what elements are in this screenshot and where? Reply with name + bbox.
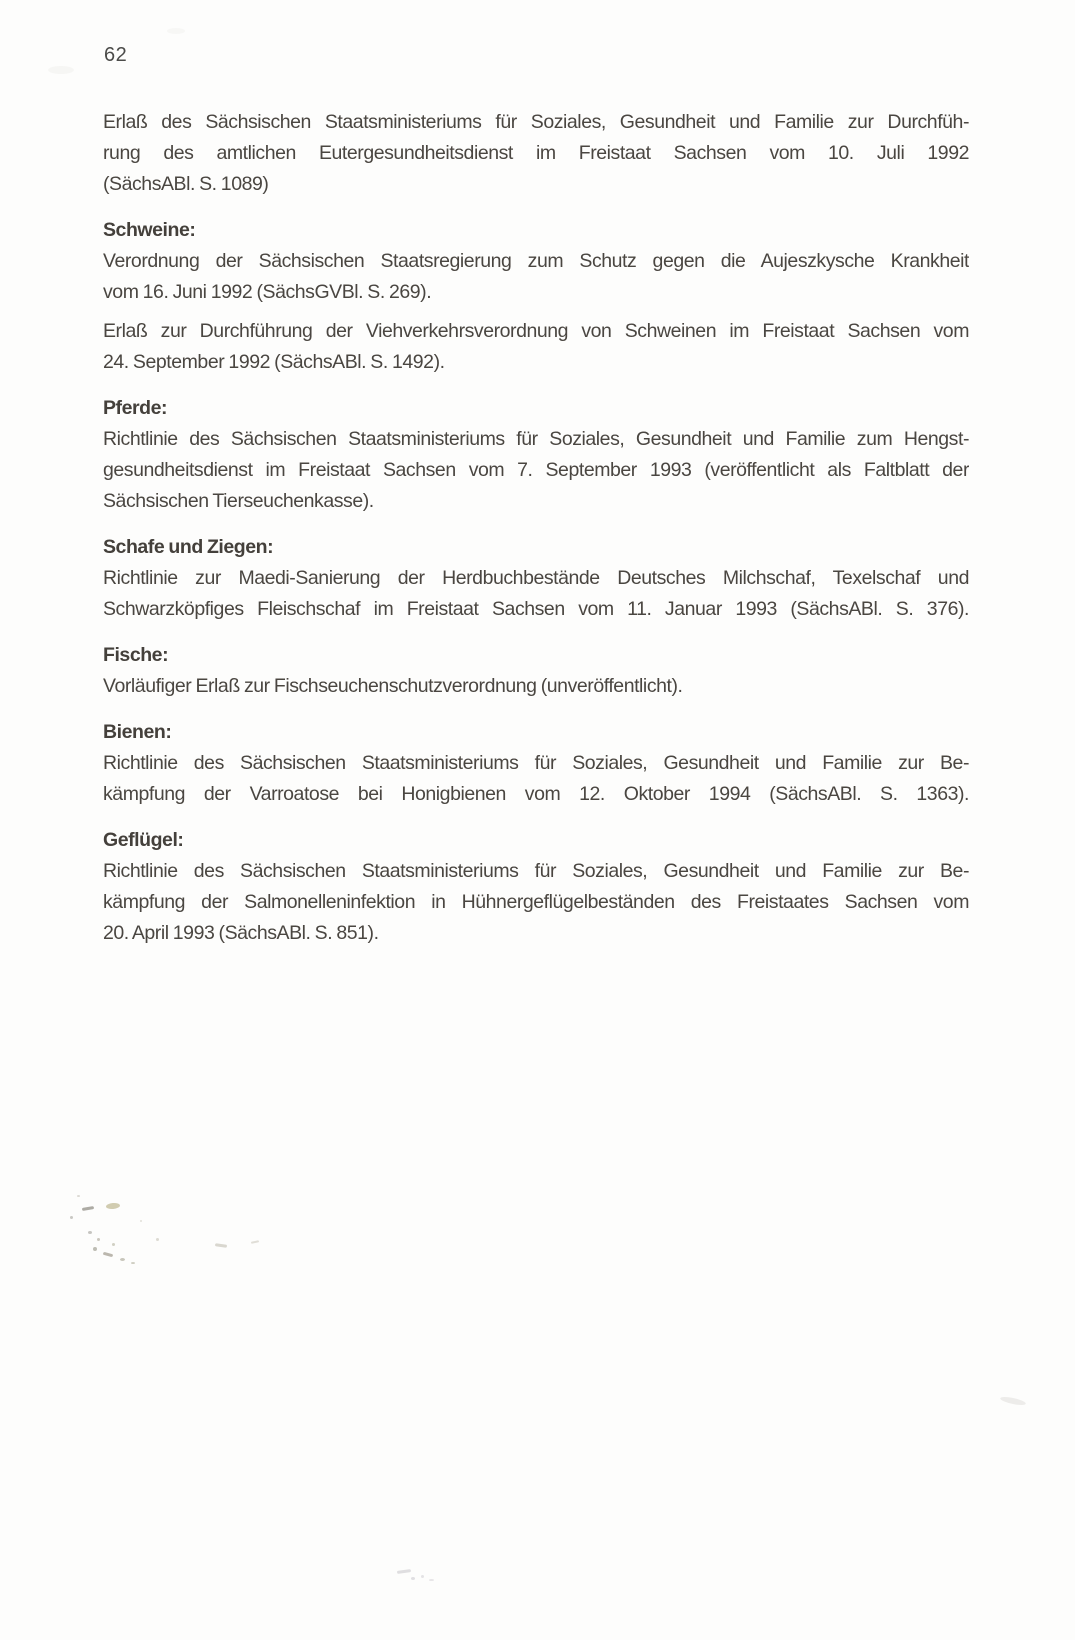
body-paragraph bbox=[103, 246, 969, 308]
scan-speck bbox=[88, 1231, 92, 1234]
scan-speck bbox=[112, 1243, 115, 1246]
text-line: Vorläufiger Erlaß zur Fischseuchenschutzverordnung (unveröffentlicht). bbox=[103, 675, 683, 697]
section-heading-schafe-und-ziegen: Schafe und Ziegen: bbox=[103, 536, 274, 558]
text-line: kämpfung der Varroatose bei Honigbienen vom 12. Oktober 1994 (SächsABl. S. 1363). bbox=[103, 783, 969, 805]
scan-speck bbox=[215, 1243, 227, 1248]
scan-speck bbox=[93, 1247, 97, 1251]
section-heading-gefluegel: Geflügel: bbox=[103, 829, 184, 851]
scan-speck bbox=[106, 1202, 120, 1209]
body-paragraph bbox=[103, 563, 969, 625]
scan-speck bbox=[70, 1216, 73, 1219]
text-line: vom 16. Juni 1992 (SächsGVBl. S. 269). bbox=[103, 281, 432, 303]
scan-speck bbox=[251, 1240, 259, 1244]
text-line: (SächsABl. S. 1089) bbox=[103, 173, 269, 195]
body-paragraph bbox=[103, 856, 969, 949]
text-line: Richtlinie des Sächsischen Staatsministeriums für Soziales, Gesundheit und Familie zum Hengst- bbox=[103, 428, 969, 450]
scan-speck bbox=[131, 1262, 135, 1264]
scan-speck bbox=[103, 1252, 113, 1257]
section-heading-bienen: Bienen: bbox=[103, 721, 172, 743]
text-line: Sächsischen Tierseuchenkasse). bbox=[103, 490, 374, 512]
scan-smudge bbox=[48, 66, 74, 74]
text-line: 24. September 1992 (SächsABl. S. 1492). bbox=[103, 351, 445, 373]
body-paragraph bbox=[103, 316, 969, 378]
scan-speck bbox=[421, 1575, 424, 1578]
section-heading-fische: Fische: bbox=[103, 644, 169, 666]
scan-speck bbox=[397, 1569, 411, 1574]
section-heading-pferde: Pferde: bbox=[103, 397, 168, 419]
scan-speck bbox=[411, 1577, 415, 1580]
scan-speck bbox=[77, 1195, 80, 1197]
scan-speck bbox=[97, 1238, 100, 1241]
page-number: 62 bbox=[104, 44, 128, 66]
document-text-column bbox=[103, 107, 969, 949]
text-line: rung des amtlichen Eutergesundheitsdienst im Freistaat Sachsen vom 10. Juli 1992 bbox=[103, 142, 969, 164]
scan-speck bbox=[82, 1206, 94, 1211]
scan-speck bbox=[120, 1258, 125, 1261]
text-line: Verordnung der Sächsischen Staatsregierung zum Schutz gegen die Aujeszkysche Krankheit bbox=[103, 250, 969, 272]
text-line: 20. April 1993 (SächsABl. S. 851). bbox=[103, 922, 379, 944]
body-paragraph bbox=[103, 748, 969, 810]
scan-smudge bbox=[1000, 1395, 1027, 1406]
text-line: Erlaß zur Durchführung der Viehverkehrsverordnung von Schweinen im Freistaat Sachsen vom bbox=[103, 320, 969, 342]
text-line: Richtlinie zur Maedi-Sanierung der Herdbuchbestände Deutsches Milchschaf, Texelschaf und bbox=[103, 567, 969, 589]
text-line: Richtlinie des Sächsischen Staatsministeriums für Soziales, Gesundheit und Familie zur Be- bbox=[103, 752, 969, 774]
scan-smudge bbox=[167, 28, 185, 34]
text-line: Schwarzköpfiges Fleischschaf im Freistaat Sachsen vom 11. Januar 1993 (SächsABl. S. 376). bbox=[103, 598, 969, 620]
scan-speck bbox=[156, 1238, 159, 1241]
section-heading-schweine: Schweine: bbox=[103, 219, 196, 241]
scan-speck bbox=[429, 1579, 434, 1581]
text-line: kämpfung der Salmonelleninfektion in Hühnergeflügelbeständen des Freistaates Sachsen vom bbox=[103, 891, 969, 913]
body-paragraph bbox=[103, 424, 969, 517]
body-paragraph bbox=[103, 107, 969, 200]
text-line: gesundheitsdienst im Freistaat Sachsen vom 7. September 1993 (veröffentlicht als Faltblatt der bbox=[103, 459, 969, 481]
scan-speck bbox=[140, 1220, 142, 1222]
body-paragraph bbox=[103, 671, 969, 702]
text-line: Richtlinie des Sächsischen Staatsministeriums für Soziales, Gesundheit und Familie zur Be- bbox=[103, 860, 969, 882]
text-line: Erlaß des Sächsischen Staatsministeriums für Soziales, Gesundheit und Familie zur Durchfüh- bbox=[103, 111, 969, 133]
